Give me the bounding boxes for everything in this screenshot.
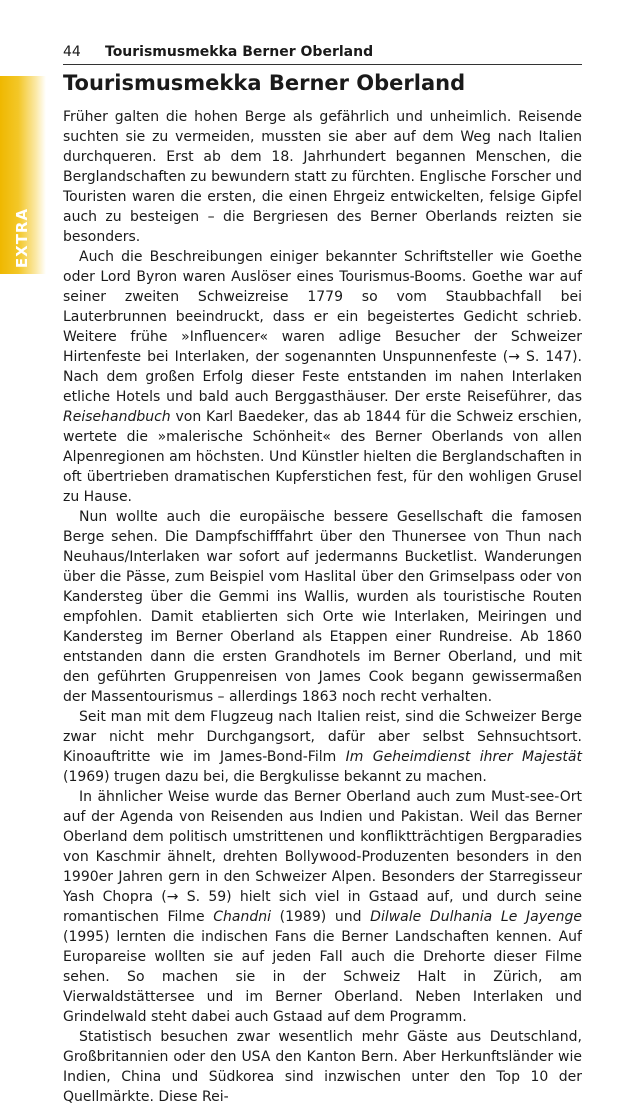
paragraph-text: (1989) und <box>270 909 371 925</box>
extra-section-label: EXTRA <box>13 207 31 269</box>
page-number: 44 <box>63 44 81 60</box>
paragraph-text: Statistisch besuchen zwar wesentlich mehr Gäste aus Deutschland, Großbritannien oder den USA den Kanton Bern. Aber Herkunftsländer wie Indien, China und Südkorea sind inzwischen unter den Top 10 der Quellmärkte. Diese Rei- <box>63 1029 582 1105</box>
paragraph <box>63 787 582 1027</box>
paragraph <box>63 107 582 247</box>
article-body <box>63 107 582 1107</box>
paragraph-text: (1995) lernten die indischen Fans die Berner Landschaften kennen. Auf Europareise wollten sie auf jeden Fall auch die Drehorte dieser Filme sehen. So machen sie in der Schweiz Halt in Zürich, am Vierwaldstättersee und im Berner Oberland. Neben Interlaken und Grindelwald steht dabei auch Gstaad auf dem Programm. <box>63 929 582 1025</box>
italic-title-text: Dilwale Dulhania Le Jayenge <box>370 909 582 925</box>
running-title: Tourismusmekka Berner Oberland <box>105 44 374 60</box>
italic-title-text: Reisehandbuch <box>63 409 171 425</box>
paragraph <box>63 707 582 787</box>
paragraph-text: In ähnlicher Weise wurde das Berner Oberland auch zum Must-see-Ort auf der Agenda von Reisenden aus Indien und Pakistan. Weil das Berner Oberland dem politisch umstrittenen und konfliktträchtigen Bergparadies von Kaschmir ähnelt, drehten Bollywood-Produzenten besonders in den 1990er Jahren gern in den Schweizer Alpen. Besonders der Starregisseur Yash Chopra (→ S. 59) hielt sich viel in Gstaad auf, und durch seine romantischen Filme <box>63 789 582 925</box>
italic-title-text: Im Geheimdienst ihrer Majestät <box>345 749 582 765</box>
paragraph-text: Früher galten die hohen Berge als gefährlich und unheimlich. Reisende suchten sie zu vermeiden, mussten sie aber auf dem Weg nach Italien durchqueren. Erst ab dem 18. Jahrhundert begannen Menschen, die Berglandschaften zu bewundern statt zu fürchten. Englische Forscher und Touristen waren die ersten, die einen Ehrgeiz entwickelten, felsige Gipfel auch zu besteigen – die Bergriesen des Berner Oberlands reizten sie besonders. <box>63 109 582 245</box>
paragraph-text: Auch die Beschreibungen einiger bekannter Schriftsteller wie Goethe oder Lord Byron waren Auslöser eines Tourismus-Booms. Goethe war auf seiner zweiten Schweizreise 1779 so vom Staubbachfall bei Lauterbrunnen beeindruckt, dass er ein begeistertes Gedicht schrieb. Weitere frühe »Influencer« waren adlige Besucher der Schweizer Hirtenfeste bei Interlaken, der sogenannten Unspunnenfeste (→ S. 147). Nach dem großen Erfolg dieser Feste entstanden im nahen Interlaken etliche Hotels und bald auch Berggasthäuser. Der erste Reiseführer, das <box>63 249 582 405</box>
paragraph <box>63 1027 582 1107</box>
section-title: Tourismusmekka Berner Oberland <box>63 71 466 95</box>
paragraph <box>63 247 582 507</box>
paragraph-text: Nun wollte auch die europäische bessere Gesellschaft die famosen Berge sehen. Die Dampfschifffahrt über den Thunersee von Thun nach Neuhaus/Interlaken war sofort auf jedermanns Bucketlist. Wanderungen über die Pässe, zum Beispiel vom Haslital über den Grimselpass oder von Kandersteg über die Gemmi ins Wallis, wurden als touristische Routen empfohlen. Damit etablierten sich Orte wie Interlaken, Meiringen und Kandersteg im Berner Oberland als Etappen einer Rundreise. Ab 1860 entstanden dann die ersten Grandhotels im Berner Oberland, und mit den geführten Gruppenreisen von James Cook begann gewissermaßen der Massentourismus – allerdings 1863 noch recht verhalten. <box>63 509 582 705</box>
paragraph <box>63 507 582 707</box>
running-header <box>63 42 582 65</box>
paragraph-text: (1969) trugen dazu bei, die Bergkulisse bekannt zu machen. <box>63 769 487 785</box>
paragraph-text: Seit man mit dem Flugzeug nach Italien reist, sind die Schweizer Berge zwar nicht mehr Durchgangsort, dafür aber selbst Sehnsuchtsort. Kinoauftritte wie im James-Bond-Film <box>63 709 582 765</box>
italic-title-text: Chandni <box>213 909 271 925</box>
paragraph-text: von Karl Baedeker, das ab 1844 für die Schweiz erschien, wertete die »malerische Schönheit« des Berner Oberlands von allen Alpenregionen am höchsten. Und Künstler hielten die Berglandschaften in oft übertrieben dramatischen Kupferstichen fest, für den wohligen Grusel zu Hause. <box>63 409 582 505</box>
